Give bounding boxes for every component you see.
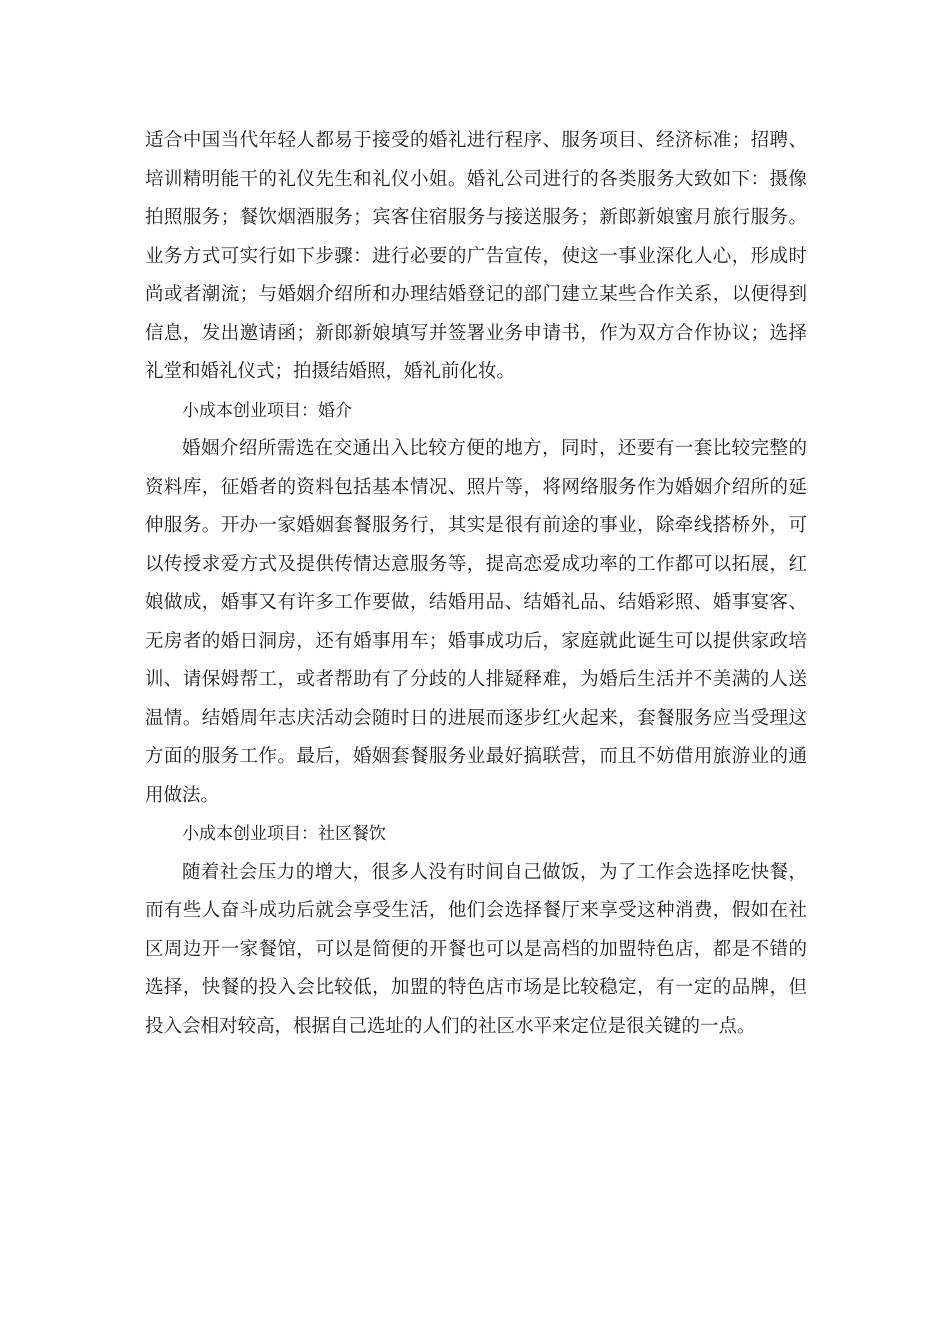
paragraph-wedding-services: 适合中国当代年轻人都易于接受的婚礼进行程序、服务项目、经济标准；招聘、培训精明能干的礼仪先生和礼仪小姐。婚礼公司进行的各类服务大致如下：摄像拍照服务；餐饮烟酒服务；宾客住宿服务与接送服务；新郎新娘蜜月旅行服务。业务方式可实行如下步骤：进行必要的广告宣传，使这一事业深化人心，形成时尚或者潮流；与婚姻介绍所和办理结婚登记的部门建立某些合作关系，以便得到信息，发出邀请函；新郎新娘填写并签署业务申请书，作为双方合作协议；选择礼堂和婚礼仪式；拍摄结婚照，婚礼前化妆。: [145, 130, 807, 382]
section-heading-community-dining: 小成本创业项目：社区餐饮: [182, 824, 386, 844]
section-heading-matchmaking: 小成本创业项目：婚介: [182, 400, 352, 421]
document-body: [145, 122, 807, 1046]
paragraph-community-dining: 随着社会压力的增大，很多人没有时间自己做饭，为了工作会选择吃快餐，而有些人奋斗成功后就会享受生活，他们会选择餐厅来享受这种消费，假如在社区周边开一家餐馆，可以是简便的开餐也可以是高档的加盟特色店，都是不错的选择，快餐的投入会比较低，加盟的特色店市场是比较稳定，有一定的品牌，但投入会相对较高，根据自己选址的人们的社区水平来定位是很关键的一点。: [145, 861, 807, 1037]
paragraph-matchmaking: 婚姻介绍所需选在交通出入比较方便的地方，同时，还要有一套比较完整的资料库，征婚者的资料包括基本情况、照片等，将网络服务作为婚姻介绍所的延伸服务。开办一家婚姻套餐服务行，其实是很有前途的事业，除牵线搭桥外，可以传授求爱方式及提供传情达意服务等，提高恋爱成功率的工作都可以拓展，红娘做成，婚事又有许多工作要做，结婚用品、结婚礼品、结婚彩照、婚事宴客、无房者的婚日洞房，还有婚事用车；婚事成功后，家庭就此诞生可以提供家政培训、请保姆帮工，或者帮助有了分歧的人排疑释难，为婚后生活并不美满的人送温情。结婚周年志庆活动会随时日的进展而逐步红火起来，套餐服务应当受理这方面的服务工作。最后，婚姻套餐服务业最好搞联营，而且不妨借用旅游业的通用做法。: [145, 438, 807, 806]
